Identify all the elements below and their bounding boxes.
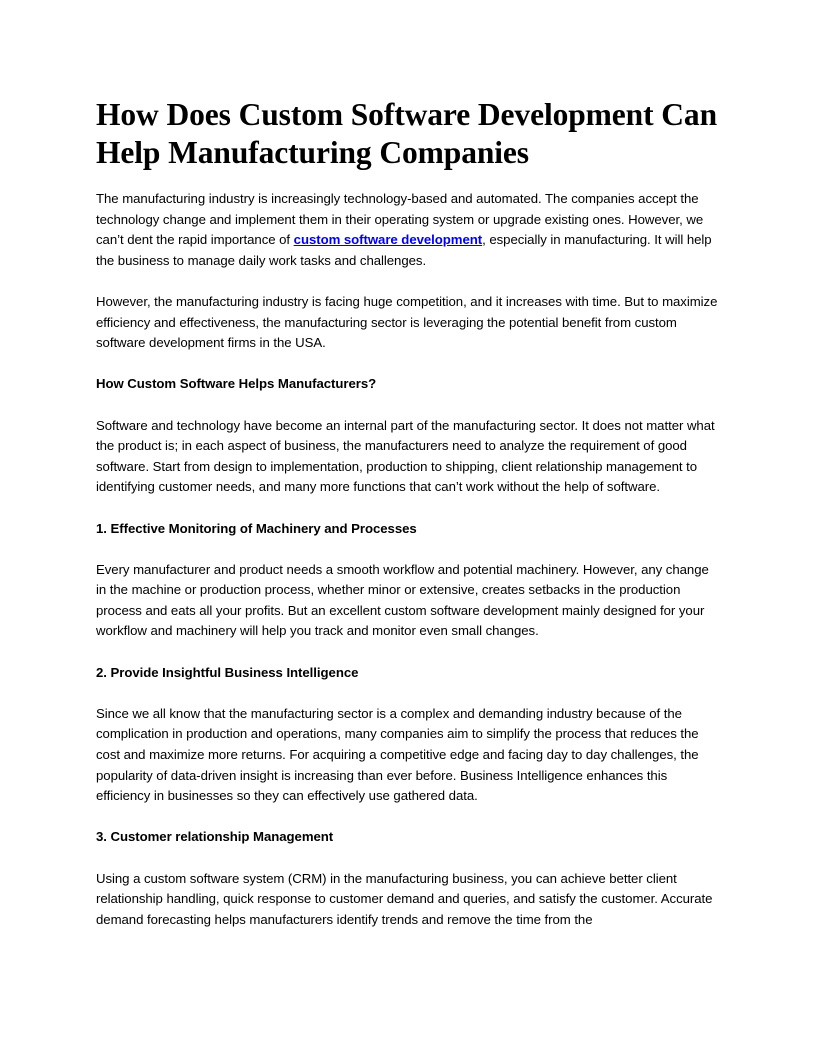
intro-paragraph: [96, 189, 720, 271]
document-page: [96, 96, 720, 951]
section-1-body: Every manufacturer and product needs a smooth workflow and potential machinery. However, any change in the machine or production process, whether minor or extensive, creates setbacks in the production process and eats all your profits. But an excellent custom software development mainly designed for your workflow and machinery will help you track and monitor even small changes.: [96, 561, 709, 639]
custom-software-development-link[interactable]: custom software development: [293, 232, 483, 248]
software-role-paragraph: Software and technology have become an internal part of the manufacturing sector. It does not matter what the product is; in each aspect of business, the manufacturers need to analyze the requirement of good software. Start from design to implementation, production to shipping, client relationship management to identifying customer needs, and many more functions that can’t work without the help of software.: [96, 417, 715, 495]
document-title: How Does Custom Software Development Can Help Manufacturing Companies: [96, 97, 717, 170]
section-2-heading: 2. Provide Insightful Business Intelligence: [96, 664, 359, 680]
section-3-heading: 3. Customer relationship Management: [96, 829, 334, 845]
section-3-body: Using a custom software system (CRM) in the manufacturing business, you can achieve better client relationship handling, quick response to customer demand and queries, and satisfy the customer. Accurate demand forecasting helps manufacturers identify trends and remove the time from the: [96, 870, 713, 927]
competition-paragraph: However, the manufacturing industry is facing huge competition, and it increases with time. But to maximize efficiency and effectiveness, the manufacturing sector is leveraging the potential benefit from custom software development firms in the USA.: [96, 293, 718, 351]
section-2-body: Since we all know that the manufacturing sector is a complex and demanding industry because of the complication in production and operations, many companies aim to simplify the process that reduces the cost and maximize more returns. For acquiring a competitive edge and facing day to day challenges, the popularity of data-driven insight is increasing than ever before. Business Intelligence enhances this efficiency in businesses so they can effectively use gathered data.: [96, 705, 699, 804]
intro-text-after-link: , especially in manufacturing. It will help the business to manage daily work tasks and challenges.: [96, 232, 712, 268]
intro-text-before-link: The manufacturing industry is increasingly technology-based and automated. The companies accept the technology change and implement them in their operating system or upgrade existing ones. However, we can’t dent the rapid importance of: [96, 191, 704, 248]
how-software-helps-heading: How Custom Software Helps Manufacturers?: [96, 376, 377, 392]
section-1-heading: 1. Effective Monitoring of Machinery and Processes: [96, 520, 417, 536]
